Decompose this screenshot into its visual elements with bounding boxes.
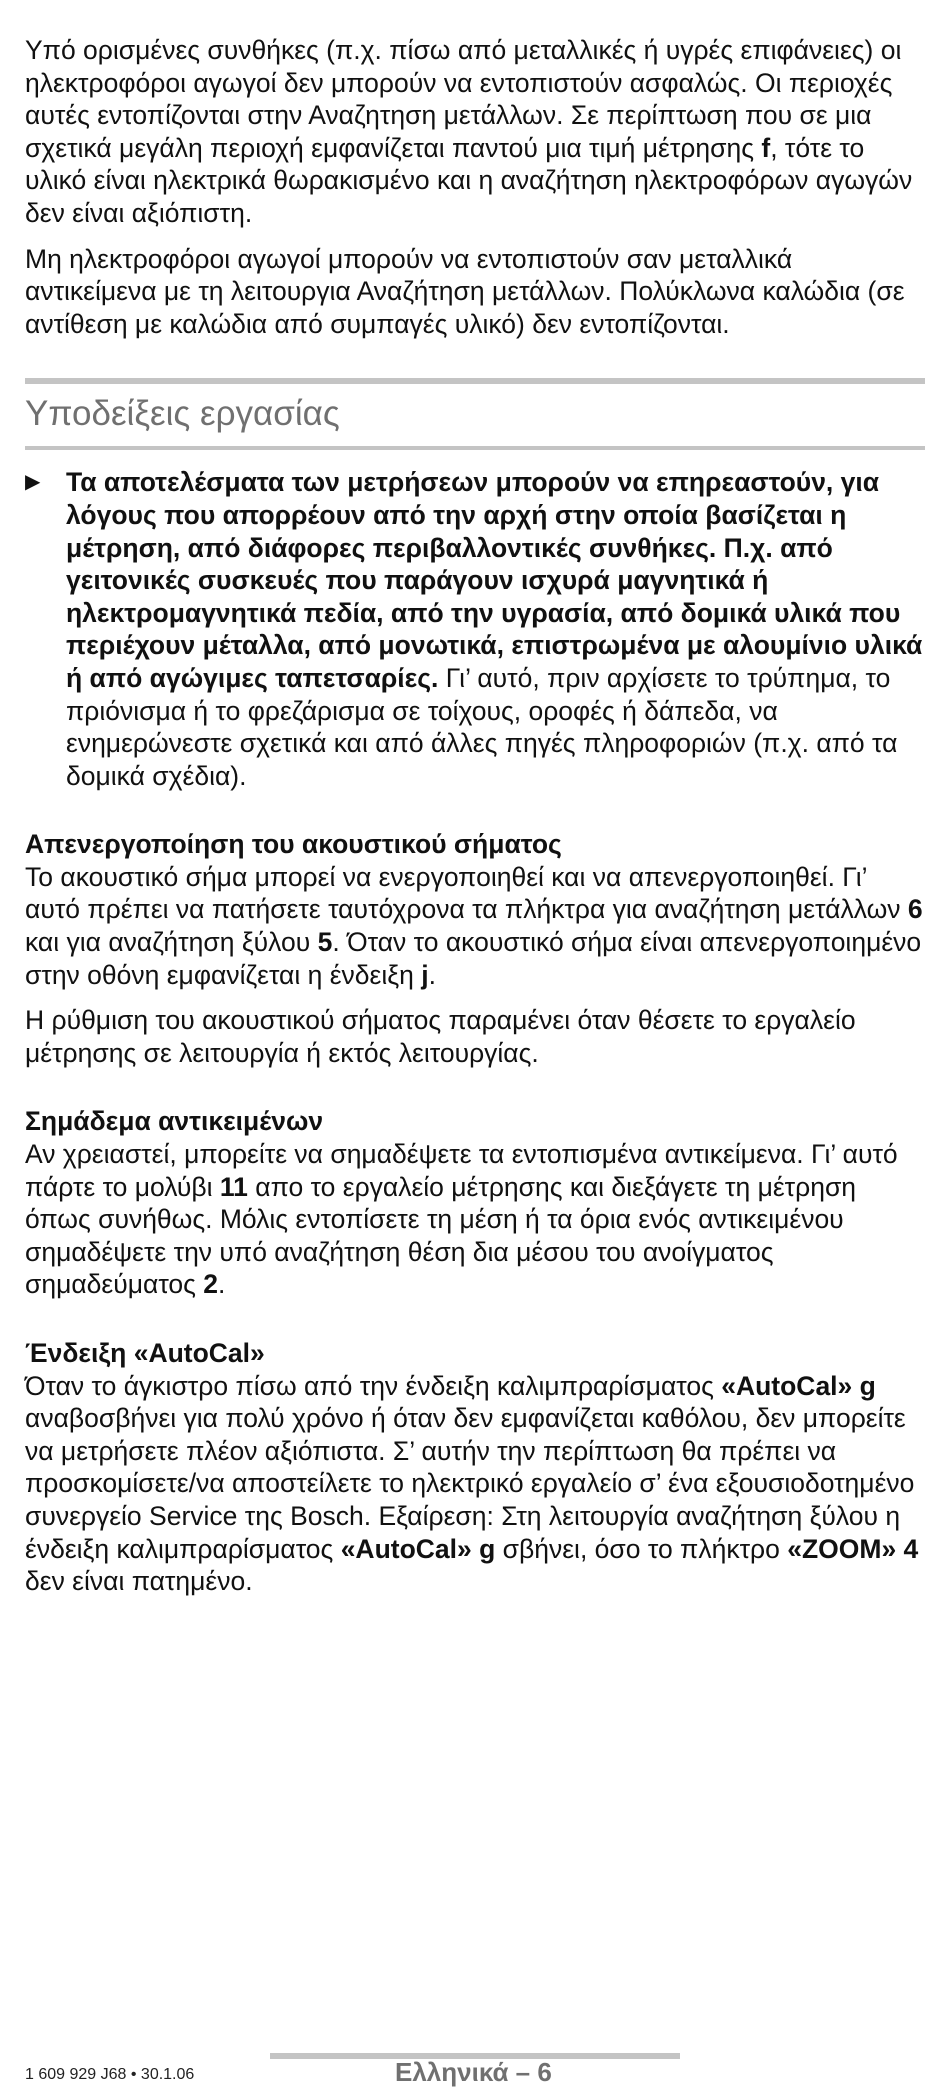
footer-page-label: Ελληνικά – 6 [395,2057,552,2087]
display-symbol-ref: f [761,132,771,163]
warning-normal-text: Γι’ αυτό, πριν αρχίσετε το τρύπημα, το πριόνισμα ή το φρεζάρισμα σε τοίχους, οροφές ή δάπεδα, να ενημερώνεστε σχετικά και από άλλες πηγές πληροφοριών (π.χ. από τα δομικά σχέδια). [66,662,898,791]
autocal-paragraph [25,1370,925,1598]
key-ref: 6 [907,894,923,925]
page-content [25,34,925,1598]
text-run: Όταν το άγκιστρο πίσω από την ένδειξη καλιμπραρίσματος [25,1370,722,1401]
acoustic-paragraph-1 [25,861,925,991]
triangle-bullet-icon: ▶ [25,471,41,494]
acoustic-heading: Απενεργοποίηση του ακουστικού σήματος [25,829,562,860]
warning-bullet [25,466,925,792]
text-run: . [218,1269,226,1300]
text-run: δεν είναι πατημένο. [25,1566,253,1597]
part-ref: 2 [203,1269,219,1300]
marking-paragraph [25,1138,925,1301]
intro-paragraph-2: Μη ηλεκτροφόροι αγωγοί μπορούν να εντοπιστούν σαν μεταλλικά αντικείμενα με τη λειτουργια Αναζήτηση μετάλλων. Πολύκλωνα καλώδια (σε αντίθεση με καλώδια από συμπαγές υλικό) δεν εντοπίζονται. [25,243,905,339]
part-ref: 11 [219,1171,248,1202]
warning-bold-text: Τα αποτελέσματα των μετρήσεων μπορούν να επηρεαστούν, για λόγους που απορρέουν από την αρχή στην οποία βασίζεται η μέτρηση, από διάφορες περιβαλλοντικές συνθήκες. Π.χ. από γειτονικές συσκευές που παράγουν ισχυρά μαγνητικά ή ηλεκτρομαγνητικά πεδία, από την υγρασία, από δομικά υλικά που περιέχουν μέταλλα, από μονωτικά, επιστρωμένα με αλουμίνιο υλικά ή από αγώγιμες ταπετσαρίες. [66,467,923,693]
autocal-heading: Ένδειξη «AutoCal» [25,1338,265,1368]
text-run: σβήνει, όσο το πλήκτρο [495,1533,788,1564]
intro-paragraph-1 [25,34,925,230]
display-symbol-ref: j [421,959,429,990]
text-run: , τότε το υλικό είναι ηλεκτρικά θωρακισμένο και η αναζήτηση ηλεκτροφόρων αγωγών δεν είναι αξιόπιστη. [25,132,913,228]
text-run: Αν χρειαστεί, μπορείτε να σημαδέψετε τα εντοπισμένα αντικείμενα. Γι’ αυτό πάρτε το μολύβι [25,1139,898,1202]
section-divider-bottom [25,446,925,450]
section-title: Υποδείξεις εργασίας [25,394,340,434]
text-run: απο το εργαλείο μέτρησης και διεξάγετε τη μέτρηση όπως συνήθως. Μόλις εντοπίσετε τη μέση ή τα όρια ενός αντικειμένου σημαδέψετε την υπό αναζήτηση θέση δια μέσου του ανοίγματος σημαδεύματος [25,1171,857,1300]
display-symbol-ref: «AutoCal» g [340,1533,496,1564]
marking-heading: Σημάδεμα αντικειμένων [25,1106,324,1137]
text-run: Υπό ορισμένες συνθήκες (π.χ. πίσω από μεταλλικές ή υγρές επιφάνειες) οι ηλεκτροφόροι αγωγοί δεν μπορούν να εντοπιστούν ασφαλώς. Οι περιοχές αυτές εντοπίζονται στην Αναζητηση μετάλλων. Σε περίπτωση που σε μια σχετικά μεγάλη περιοχή εμφανίζεται παντού μια τιμή μέτρησης [25,35,902,163]
acoustic-paragraph-2: Η ρύθμιση του ακουστικού σήματος παραμένει όταν θέσετε το εργαλείο μέτρησης σε λειτουργία ή εκτός λειτουργίας. [25,1005,856,1068]
display-symbol-ref: «AutoCal» g [721,1370,876,1401]
text-run: αναβοσβήνει για πολύ χρόνο ή όταν δεν εμφανίζεται καθόλου, δεν μπορείτε να μετρήσετε πλέον αξιόπιστα. Σ’ αυτήν την περίπτωση θα πρέπει να προσκομίσετε/να αποστείλετε το ηλεκτρικό εργαλείο σ’ ένα εξουσιοδοτημένο συνεργείο Service της Bosch. Εξαίρεση: Στη λειτουργία αναζήτηση ξύλου η ένδειξη καλιμπραρίσματος [25,1403,915,1564]
text-run: . [428,959,436,990]
text-run: Το ακουστικό σήμα μπορεί να ενεργοποιηθεί και να απενεργοποιηθεί. Γι’ αυτό πρέπει να πατήσετε ταυτόχρονα τα πλήκτρα για αναζήτηση μετάλλων [25,861,908,925]
key-ref: «ZOOM» 4 [787,1533,919,1564]
section-divider-top [25,378,925,384]
footer-doc-id: 1 609 929 J68 • 30.1.06 [25,2066,195,2083]
text-run: . Όταν το ακουστικό σήμα είναι απενεργοποιημένο στην οθόνη εμφανίζεται η ένδειξη [25,927,922,990]
key-ref: 5 [317,927,333,958]
text-run: και για αναζήτηση ξύλου [25,927,318,958]
